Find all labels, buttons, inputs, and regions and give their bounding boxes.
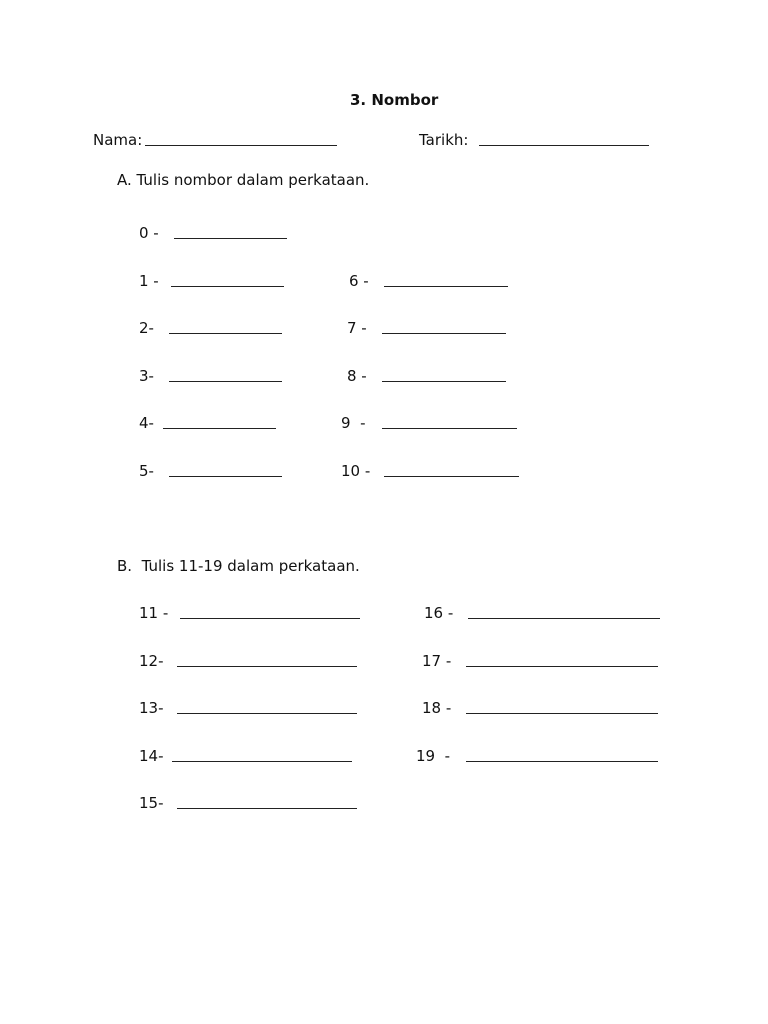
answer-field-4[interactable]: [163, 428, 276, 429]
item-label-1: 1 -: [139, 272, 159, 290]
answer-field-0[interactable]: [174, 238, 287, 239]
item-label-15: 15-: [139, 794, 164, 812]
answer-field-19[interactable]: [466, 761, 658, 762]
item-label-13: 13-: [139, 699, 164, 717]
answer-field-15[interactable]: [177, 808, 357, 809]
name-field[interactable]: [145, 145, 337, 146]
item-label-9: 9 -: [341, 414, 366, 432]
item-label-18: 18 -: [422, 699, 452, 717]
answer-field-11[interactable]: [180, 618, 360, 619]
answer-field-17[interactable]: [466, 666, 658, 667]
answer-field-12[interactable]: [177, 666, 357, 667]
item-label-6: 6 -: [349, 272, 369, 290]
item-label-2: 2-: [139, 319, 154, 337]
item-label-12: 12-: [139, 652, 164, 670]
item-label-8: 8 -: [347, 367, 367, 385]
answer-field-2[interactable]: [169, 333, 282, 334]
section-a-instruction: A. Tulis nombor dalam perkataan.: [117, 171, 370, 189]
item-label-17: 17 -: [422, 652, 452, 670]
item-label-16: 16 -: [424, 604, 454, 622]
item-label-11: 11 -: [139, 604, 169, 622]
item-label-19: 19 -: [416, 747, 451, 765]
answer-field-13[interactable]: [177, 713, 357, 714]
answer-field-1[interactable]: [171, 286, 284, 287]
answer-field-8[interactable]: [382, 381, 506, 382]
item-label-7: 7 -: [347, 319, 367, 337]
item-label-10: 10 -: [341, 462, 371, 480]
answer-field-7[interactable]: [382, 333, 506, 334]
answer-field-3[interactable]: [169, 381, 282, 382]
answer-field-14[interactable]: [172, 761, 352, 762]
date-field[interactable]: [479, 145, 649, 146]
name-label: Nama:: [93, 131, 143, 149]
answer-field-18[interactable]: [466, 713, 658, 714]
item-label-0: 0 -: [139, 224, 159, 242]
item-label-5: 5-: [139, 462, 154, 480]
item-label-3: 3-: [139, 367, 154, 385]
worksheet-title: 3. Nombor: [350, 91, 439, 109]
item-label-4: 4-: [139, 414, 154, 432]
item-label-14: 14-: [139, 747, 164, 765]
answer-field-5[interactable]: [169, 476, 282, 477]
answer-field-10[interactable]: [384, 476, 519, 477]
answer-field-9[interactable]: [382, 428, 517, 429]
section-b-instruction: B. Tulis 11-19 dalam perkataan.: [117, 557, 360, 575]
answer-field-16[interactable]: [468, 618, 660, 619]
answer-field-6[interactable]: [384, 286, 508, 287]
date-label: Tarikh:: [419, 131, 469, 149]
